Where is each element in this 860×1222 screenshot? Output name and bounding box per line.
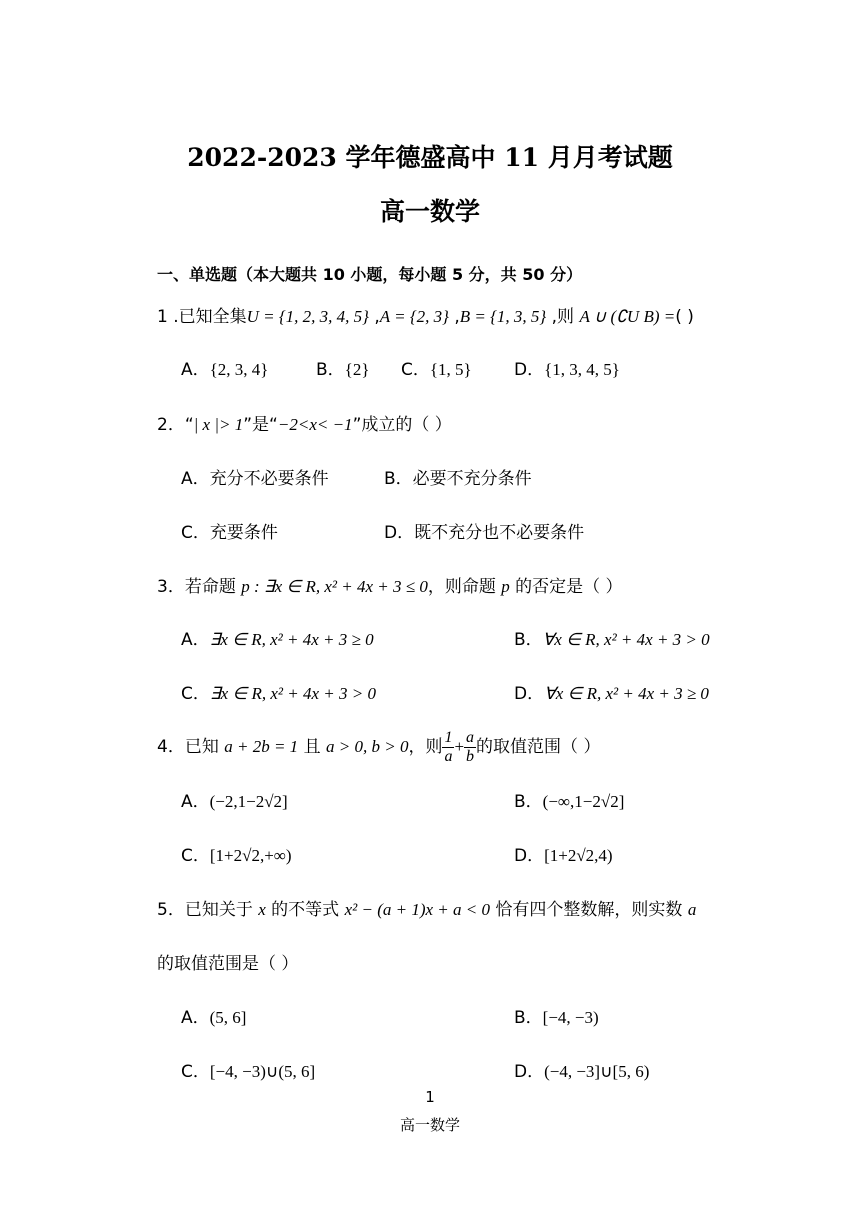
q1-expression: A ∪ (∁U B) = <box>579 307 676 326</box>
q3-p: p <box>501 577 510 596</box>
option-label: A． <box>181 1008 210 1028</box>
q2-condition-2: −2<x< −1 <box>277 415 353 434</box>
q5-option-b <box>514 1003 599 1028</box>
fraction-numerator: a <box>466 728 475 746</box>
q4-plus: + <box>454 737 465 756</box>
option-label: B． <box>384 469 413 489</box>
q1-sep2: , <box>448 307 460 327</box>
option-label: C． <box>181 684 210 704</box>
option-value: {1, 3, 4, 5} <box>544 360 620 379</box>
fraction-denominator: b <box>466 747 475 765</box>
option-label: B． <box>316 360 345 380</box>
page-number: 1 <box>425 1088 435 1106</box>
option-label: A． <box>181 792 210 812</box>
q5-x: x <box>258 900 266 919</box>
q1-option-b <box>316 355 370 380</box>
option-value: (−∞,1−2√2] <box>542 792 625 811</box>
q1-option-d <box>514 355 620 380</box>
option-label: A． <box>181 360 210 380</box>
q5-tail: 恰有四个整数解，则实数 <box>490 900 688 920</box>
option-label: B． <box>514 792 543 812</box>
q4-and: 且 <box>298 737 326 757</box>
footer-label: 高一数学 <box>399 1116 460 1134</box>
q1-option-a <box>181 355 268 380</box>
question-2 <box>157 410 452 435</box>
q4-option-a <box>181 787 288 812</box>
q4-fraction-2 <box>464 729 476 766</box>
option-label: A． <box>181 630 210 650</box>
q3-mid: ，则命题 <box>427 577 502 597</box>
fraction-denominator: a <box>444 747 453 765</box>
option-value: [1+2√2,4) <box>544 846 613 865</box>
q5-line-2: 的取值范围是（ ） <box>157 954 299 974</box>
option-value: [−4, −3)∪(5, 6] <box>209 1062 316 1081</box>
q4-fraction-1 <box>442 729 454 766</box>
q5-inequality: x² − (a + 1)x + a < 0 <box>344 900 490 919</box>
option-value: (−2,1−2√2] <box>209 792 288 811</box>
q1-set-b: B = {1, 3, 5} <box>459 307 547 326</box>
option-value: 既不充分也不必要条件 <box>414 523 585 543</box>
q2-option-d <box>384 518 584 543</box>
option-label: D． <box>514 846 545 866</box>
q3-prefix: 3．若命题 <box>157 577 242 597</box>
q4-tail: 的取值范围（ ） <box>476 737 601 757</box>
option-value: {2, 3, 4} <box>209 360 269 379</box>
q3-option-a <box>181 625 374 650</box>
q2-condition-1: | x |> 1 <box>193 415 244 434</box>
q4-prefix: 4．已知 <box>157 737 225 757</box>
q2-mid: ”是“ <box>243 415 278 435</box>
q1-sep1: , <box>368 307 380 327</box>
q1-set-u: U = {1, 2, 3, 4, 5} <box>246 307 369 326</box>
q2-option-b <box>384 464 532 489</box>
option-value: (−4, −3]∪[5, 6) <box>544 1062 650 1081</box>
option-value: {1, 5} <box>429 360 472 379</box>
exam-subject: 高一数学 <box>379 197 480 226</box>
q5-option-c <box>181 1057 315 1082</box>
q1-option-c <box>401 355 472 380</box>
option-label: D． <box>384 523 415 543</box>
option-value: 必要不充分条件 <box>412 469 532 489</box>
option-label: C． <box>401 360 430 380</box>
q4-condition-2: a > 0, b > 0 <box>326 737 409 756</box>
option-value: {2} <box>344 360 370 379</box>
q3-option-b <box>514 625 710 650</box>
q3-option-c <box>181 679 376 704</box>
q4-condition-1: a + 2b = 1 <box>224 737 299 756</box>
q4-option-c <box>181 841 292 866</box>
q4-option-b <box>514 787 624 812</box>
option-value: 充分不必要条件 <box>209 469 329 489</box>
q3-option-d <box>514 679 709 704</box>
option-label: D． <box>514 1062 545 1082</box>
option-value: [−4, −3) <box>542 1008 599 1027</box>
option-label: B． <box>514 630 543 650</box>
option-value: [1+2√2,+∞) <box>209 846 292 865</box>
q5-option-a <box>181 1003 246 1028</box>
q5-a: a <box>687 900 697 919</box>
option-value: ∀x ∈ R, x² + 4x + 3 > 0 <box>542 630 710 649</box>
option-value: ∃x ∈ R, x² + 4x + 3 > 0 <box>209 684 376 703</box>
option-value: ∀x ∈ R, x² + 4x + 3 ≥ 0 <box>544 684 709 703</box>
option-label: C． <box>181 1062 210 1082</box>
q2-tail: ”成立的（ ） <box>352 415 452 435</box>
question-1 <box>157 302 694 327</box>
q5-option-d <box>514 1057 649 1082</box>
option-label: D． <box>514 684 545 704</box>
fraction-numerator: 1 <box>444 728 453 746</box>
option-label: A． <box>181 469 210 489</box>
section-heading: 一、单选题（本大题共 10 小题，每小题 5 分，共 50 分） <box>157 265 583 284</box>
q1-sep3: ,则 <box>546 307 580 327</box>
option-value: 充要条件 <box>209 523 278 543</box>
q5-mid: 的不等式 <box>265 900 345 920</box>
option-value: ∃x ∈ R, x² + 4x + 3 ≥ 0 <box>209 630 374 649</box>
option-label: C． <box>181 523 210 543</box>
q1-set-a: A = {2, 3} <box>379 307 449 326</box>
option-label: B． <box>514 1008 543 1028</box>
option-value: (5, 6] <box>209 1008 247 1027</box>
q1-answer-blank: ( ) <box>675 307 694 327</box>
question-3 <box>157 572 623 597</box>
q3-proposition: p : ∃x ∈ R, x² + 4x + 3 ≤ 0 <box>241 577 428 596</box>
q2-option-c <box>181 518 278 543</box>
q2-option-a <box>181 464 329 489</box>
q4-mid: ，则 <box>408 737 443 757</box>
q4-option-d <box>514 841 613 866</box>
question-5 <box>157 895 696 920</box>
option-label: D． <box>514 360 545 380</box>
q1-prefix: 1 .已知全集 <box>157 307 247 327</box>
exam-title: 2022-2023 学年德盛高中 11 月月考试题 <box>187 143 673 172</box>
q2-prefix: 2．“ <box>157 415 194 435</box>
q3-tail: 的否定是（ ） <box>509 577 623 597</box>
question-4 <box>157 725 600 769</box>
option-label: C． <box>181 846 210 866</box>
q5-prefix: 5．已知关于 <box>157 900 259 920</box>
